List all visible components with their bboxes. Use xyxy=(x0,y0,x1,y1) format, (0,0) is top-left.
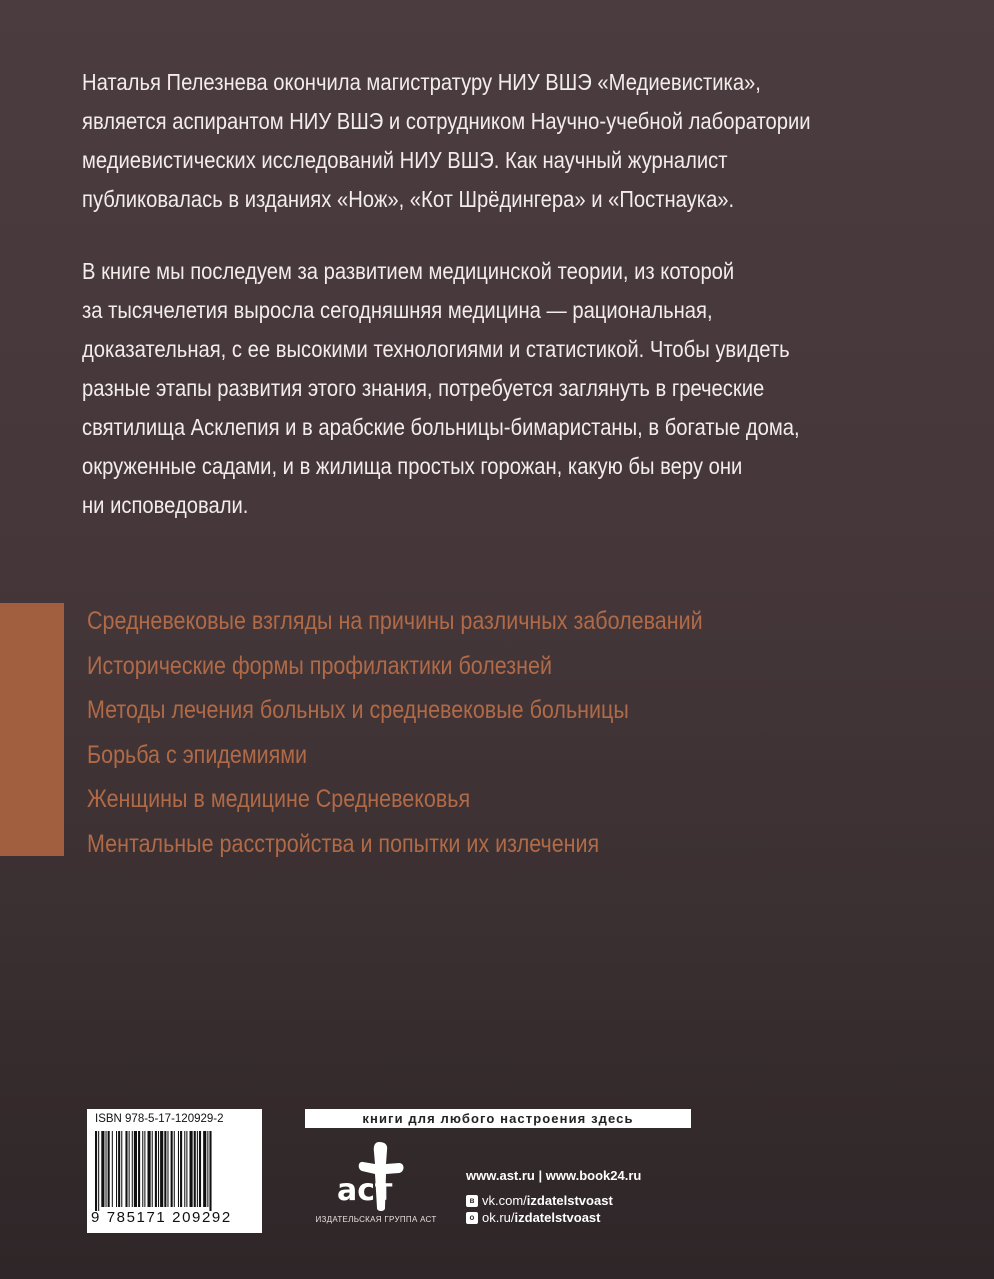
barcode-bar xyxy=(164,1131,166,1207)
barcode-bar xyxy=(207,1131,208,1207)
barcode-bar xyxy=(112,1131,113,1207)
barcode-bar xyxy=(101,1131,104,1207)
barcode-bar xyxy=(95,1131,97,1211)
book-description xyxy=(82,252,800,525)
description-line: за тысячелетия выросла сегодняшняя медицина — рациональная, xyxy=(82,297,713,323)
publisher-websites[interactable]: www.ast.ru | www.book24.ru xyxy=(466,1168,642,1183)
bio-line: является аспирантом НИУ ВШЭ и сотрудником Научно-учебной лаборатории xyxy=(82,108,811,134)
barcode-bar xyxy=(106,1131,107,1207)
logo-text: аст xyxy=(337,1173,393,1208)
description-line: окруженные садами, и в жилища простых горожан, какую бы веру они xyxy=(82,453,743,479)
author-bio xyxy=(82,63,811,219)
barcode-bar xyxy=(209,1131,211,1211)
vk-prefix: vk.com/ xyxy=(482,1193,527,1208)
ok-link[interactable] xyxy=(466,1210,601,1225)
barcode-bar xyxy=(167,1131,168,1207)
vk-icon: в xyxy=(466,1195,478,1207)
barcode-digits: 9 785171 209292 xyxy=(91,1209,232,1226)
barcode-bar xyxy=(178,1131,179,1207)
barcode-bar xyxy=(186,1131,187,1207)
barcode-bar xyxy=(132,1131,133,1207)
barcode-bar xyxy=(98,1131,99,1211)
bio-line: публиковалась в изданиях «Нож», «Кот Шрёдингера» и «Постнаука». xyxy=(82,186,735,212)
barcode-bar xyxy=(125,1131,127,1207)
vk-link[interactable] xyxy=(466,1193,613,1208)
barcode-bar xyxy=(144,1131,145,1207)
topics-list xyxy=(87,599,703,866)
isbn-barcode-block xyxy=(87,1109,262,1233)
publisher-caption: ИЗДАТЕЛЬСКАЯ ГРУППА АСТ xyxy=(315,1215,437,1224)
description-line: ни исповедовали. xyxy=(82,492,249,518)
topic-item: Средневековые взгляды на причины различных заболеваний xyxy=(87,607,703,635)
barcode-bar xyxy=(118,1131,120,1207)
ok-icon: о xyxy=(466,1212,478,1224)
ok-prefix: ok.ru/ xyxy=(482,1210,515,1225)
barcode xyxy=(93,1131,256,1211)
barcode-bar xyxy=(203,1131,206,1207)
barcode-bar xyxy=(152,1131,153,1207)
bio-line: медиевистических исследований НИУ ВШЭ. Как научный журналист xyxy=(82,147,728,173)
barcode-bar xyxy=(171,1131,173,1207)
topic-item: Ментальные расстройства и попытки их излечения xyxy=(87,829,600,858)
barcode-bar xyxy=(108,1131,110,1207)
barcode-bar xyxy=(121,1131,122,1207)
barcode-bar xyxy=(158,1131,159,1207)
barcode-bar xyxy=(116,1131,117,1207)
vk-handle: izdatelstvoast xyxy=(526,1193,613,1208)
barcode-bar xyxy=(160,1131,163,1207)
topic-item: Женщины в медицине Средневековья xyxy=(87,785,471,813)
ok-handle: izdatelstvoast xyxy=(514,1210,601,1225)
barcode-bar xyxy=(142,1131,143,1207)
barcode-bar xyxy=(180,1131,182,1207)
barcode-bar xyxy=(194,1131,196,1207)
isbn-label: ISBN 978-5-17-120929-2 xyxy=(95,1113,224,1125)
barcode-bar xyxy=(138,1131,140,1207)
barcode-bar xyxy=(174,1131,175,1207)
barcode-bar xyxy=(184,1131,185,1207)
description-line: разные этапы развития этого знания, потребуется заглянуть в греческие xyxy=(82,375,765,401)
description-line: святилища Асклепия и в арабские больницы-бимаристаны, в богатые дома, xyxy=(82,414,800,440)
barcode-bar xyxy=(190,1131,193,1207)
bio-line: Наталья Пелезнева окончила магистратуру НИУ ВШЭ «Медиевистика», xyxy=(82,69,761,95)
accent-bar xyxy=(0,603,64,856)
topic-item: Борьба с эпидемиями xyxy=(87,740,308,769)
barcode-bar xyxy=(129,1131,130,1207)
description-line: В книге мы последуем за развитием медицинской теории, из которой xyxy=(82,258,735,284)
description-line: доказательная, с ее высокими технологиями и статистикой. Чтобы увидеть xyxy=(82,336,790,362)
topic-item: Исторические формы профилактики болезней xyxy=(87,651,552,680)
barcode-bar xyxy=(134,1131,137,1207)
barcode-bar xyxy=(148,1131,151,1207)
barcode-bar xyxy=(199,1131,201,1207)
barcode-bar xyxy=(155,1131,157,1207)
barcode-bar xyxy=(197,1131,198,1207)
topic-item: Методы лечения больных и средневековые больницы xyxy=(87,696,629,724)
ast-logo xyxy=(333,1140,417,1212)
publisher-tagline: книги для любого настроения здесь xyxy=(305,1109,691,1128)
